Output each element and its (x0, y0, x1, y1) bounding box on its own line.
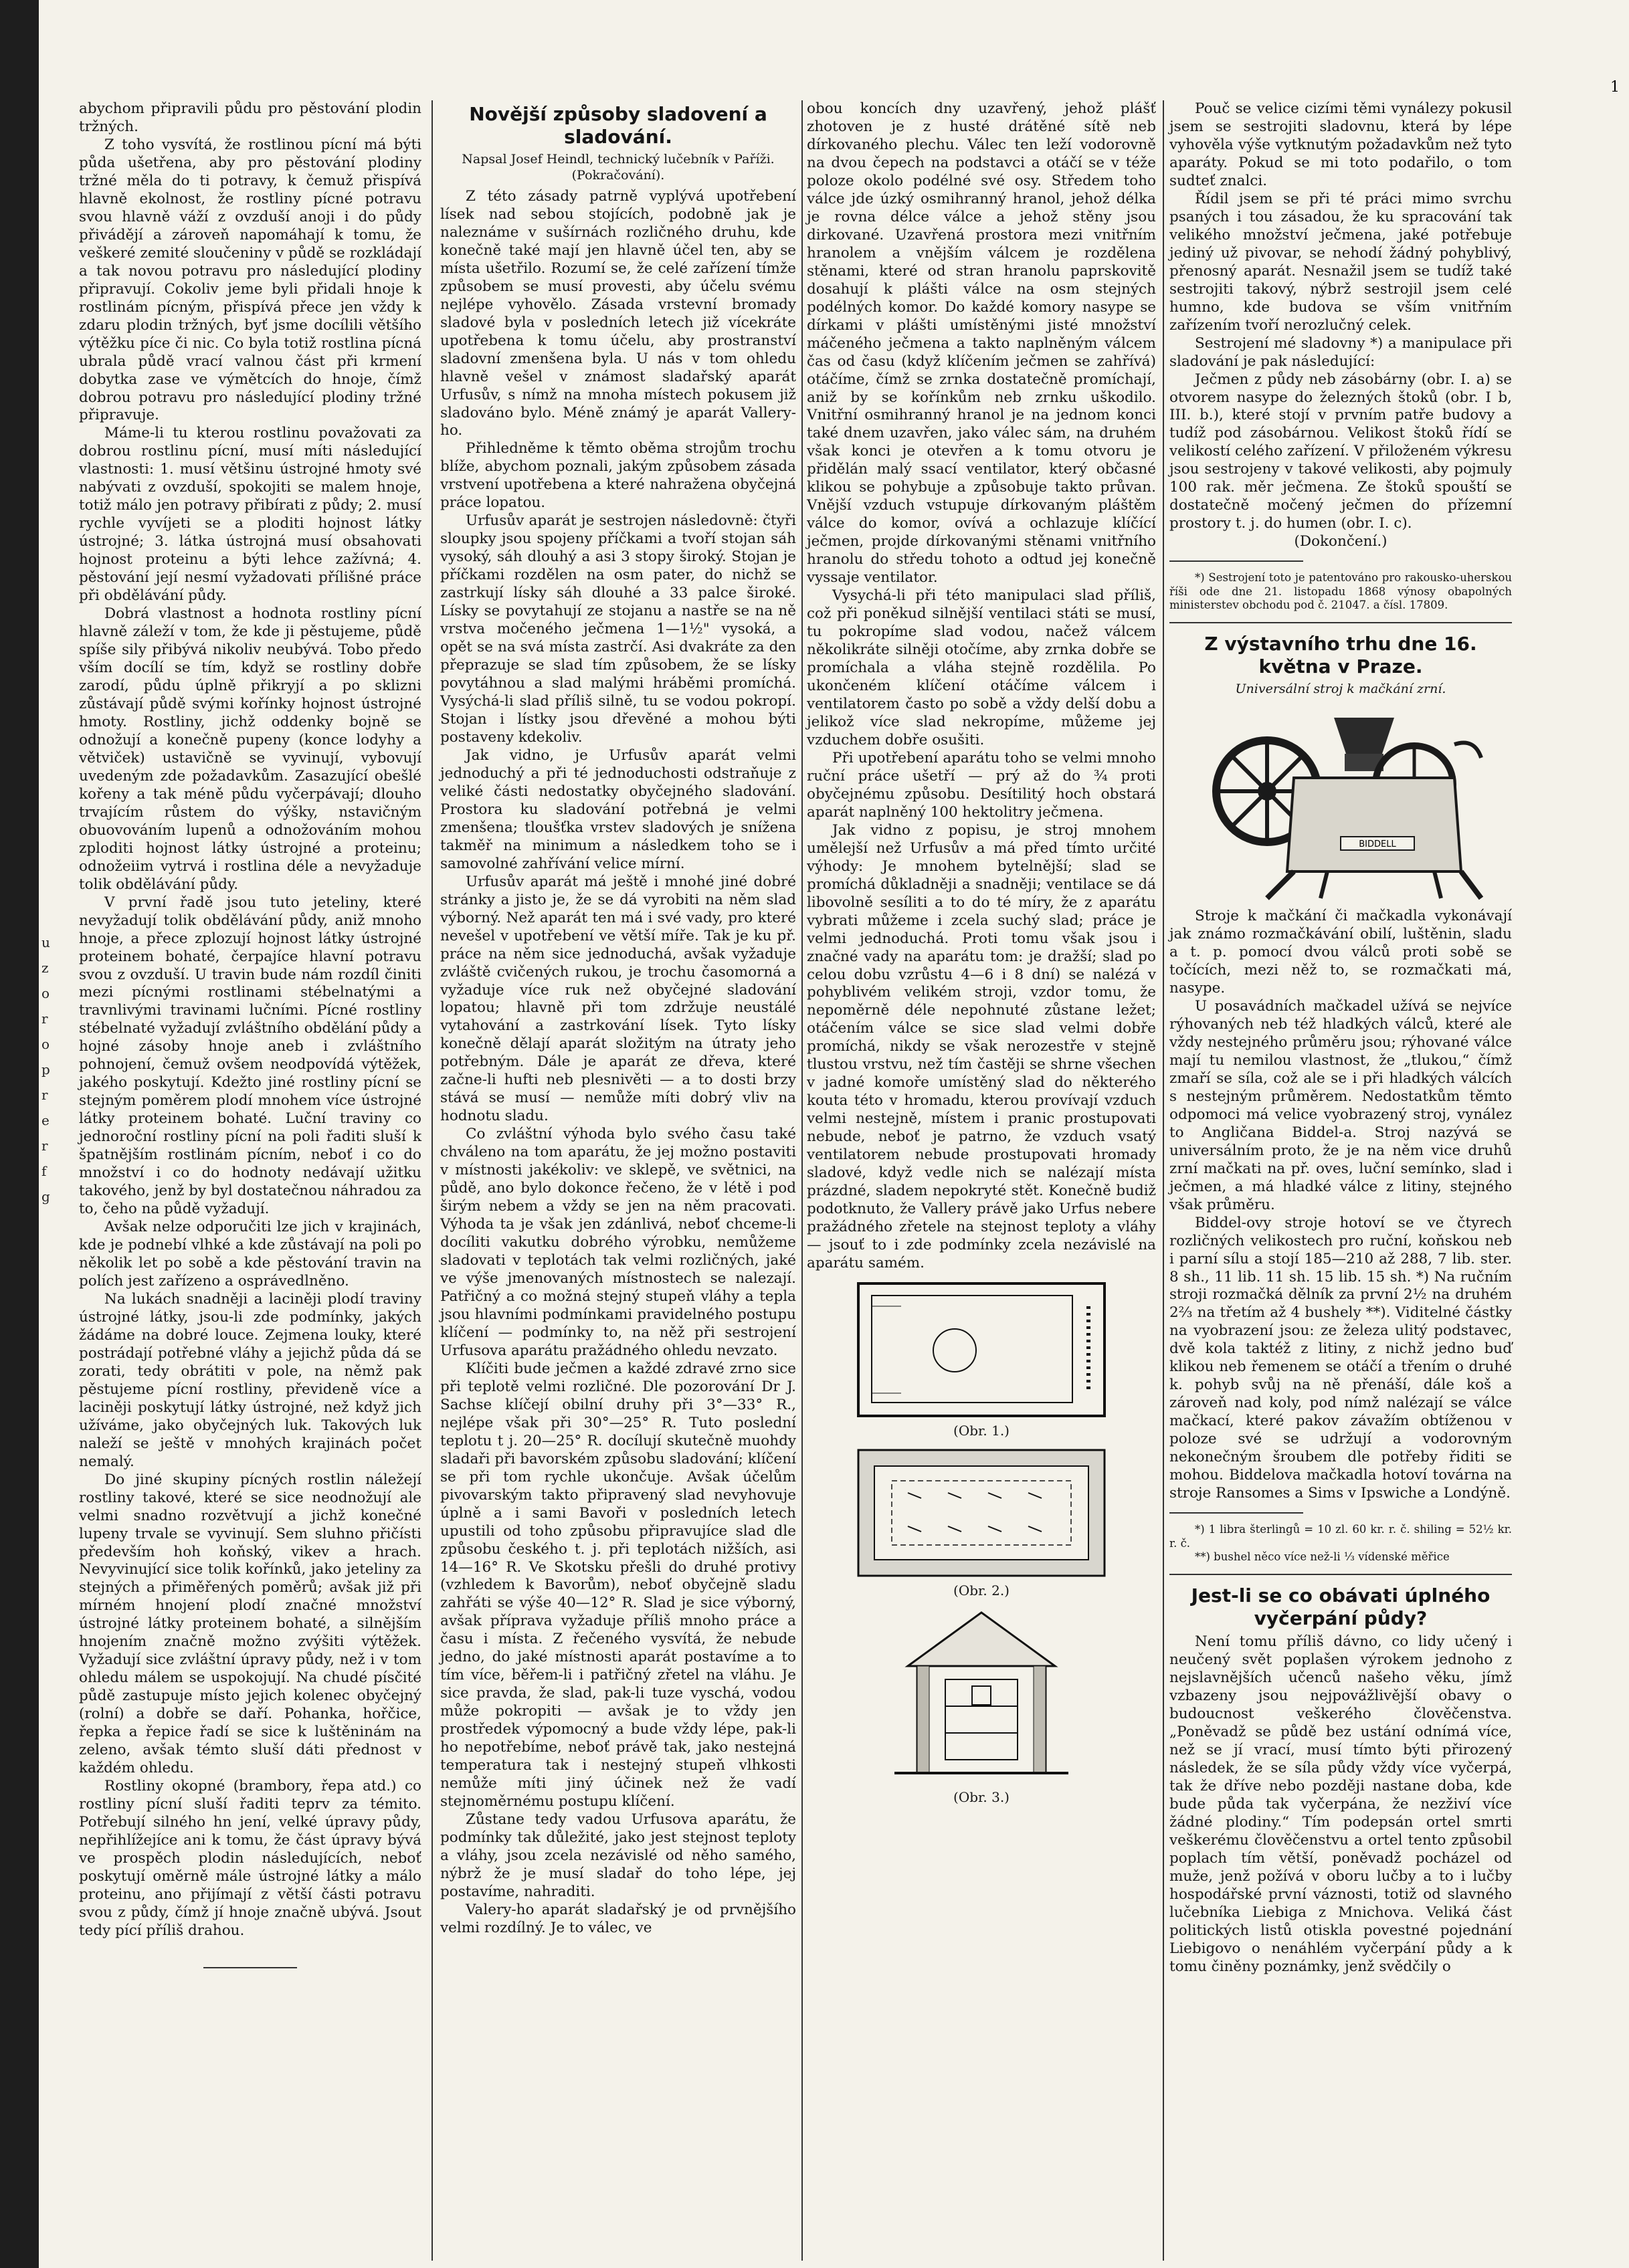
paragraph: Stroje k mačkání či mačkadla vykonávají jak známo rozmačkávání obilí, luštěnin, sladu a t. p. pomocí dvou válců proti sobě se točících, mezi něž to, se rozmačkati má, nasype. (1169, 908, 1512, 997)
paragraph: Není tomu příliš dávno, co lidy učený i neučený svět poplašen výrokem jednoho z nejslavnějších učenců našeho věku, jímž vzbazeny jsou nejpovážlivější obavy o budoucnost veškerého člověčenstva. „Poněvadž se půdě bez ustání odnímá více, než se jí vrací, musí tímto býti přirozený následek, že se síla půdy vždy více vyčerpá, tak že dříve nebo později nastane doba, kde bude půda tak vyčerpána, že nezživí více žádné plodiny.“ Tím podepsán ortel smrti veškerému člověčenstvu a ortel tento způsobil poplach tím větší, poněvadž pocházel od muže, jenž požívá v oboru lučby a to i lučby hospodářské první váznosti, totiž od slavného lučebníka Liebiga z Mnichova. Veliká část politických listů otiskla povestné pojednání Liebigovo o nenáhlém vyčerpání půdy a k tomu činěny poznámky, jenž svědčily o (1169, 1633, 1512, 1975)
column-rule-1 (432, 100, 433, 2261)
continuation-note: (Dokončení.) (1294, 533, 1387, 550)
paragraph: Při upotřebení aparátu toho se velmi mnoho ruční práce ušetří — prý až do ¾ proti obyčejnému způsobu. Desítilitý hoch obstará aparát naplněný 100 hektolitry ječmena. (807, 749, 1156, 821)
page-number: 1 (1610, 79, 1620, 96)
paragraph: Máme-li tu kterou rostlinu považovati za dobrou rostlinu pícní, musí míti následující vlastnosti: 1. musí většinu ústrojné hmoty své nabývati z ovzduší, spokojiti se malem hnoje, totiž málo jen potravy přibírati z půdy; 2. musí rychle vyvíjeti se a ploditi hojnost látky ústrojné; 3. látka ústrojná musí obsahovati hojnost proteinu a býti lehce zažívná; 4. pěstování její nesmí vyžadovati přílišné práce při obdělávání půdy. (79, 425, 421, 605)
paragraph: Do jiné skupiny pícných rostlin náležejí rostliny takové, které se sice neodnožují ale velmi snadno rozvětvují a jichž konečné lupeny trvale se vyvinují. Sem sluhno přičísti především hoh koňský, vikev a hrach. Nevyvinující sice tolik kořínků, jako jeteliny za stejných a přiměřených poměrů; avšak již při mírném hnojení plodí značné množství ústrojné látky proteinem bohaté, a silnějším hnojením značně možno zvýšiti výtěžek. Vyžadují sice zvláštní úpravy půdy, než i v tom ohledu málem se uspokojují. Na chudé písčité půdě zastupuje místo jejich kolenec obyčejný (rolní) a dobře se daří. Pohanka, hořčice, řepka a řepice řadí se sice k luštěninám na zeleno, avšak témto sluší dáti přednost v každém ohledu. (79, 1471, 421, 1777)
paragraph: Zůstane tedy vadou Urfusova aparátu, že podmínky tak důležité, jako jest stejnost teploty a vláhy, jsou zcela nezávislé od něho samého, nýbrž že je musí sladař do toho lépe, jej postavíme, nahraditi. (440, 1811, 796, 1900)
end-rule (203, 1967, 297, 1968)
figure-2-section (854, 1446, 1109, 1580)
column-3 (807, 100, 1156, 1811)
figure-2-caption: (Obr. 2.) (953, 1582, 1010, 1599)
paragraph: Klíčiti bude ječmen a každé zdravé zrno sice při teplotě velmi rozličné. Dle pozorování Dr J. Sachse klíčejí obilní druhy při 3°—33° R., nejlépe však při 30°—25° R. Tuto poslední teplotu t j. 20—25° R. docílují skutečně muohdy sladaři při bavorském způsobu sladování; klíčení se při tom rychle ukončuje. Avšak účelům pivovarským takto připravený slad nevyhovuje úplně a i sami Bavoři v posledních letech upustili od toho způsobu připravujíce slad dle způsobu českého t. j. při teplotách nižších, asi 14—16° R. Ve Skotsku přešli do druhé protivy (vzhledem k Bavorům), neboť obyčejně sladu zahřáti se výše 40—12° R. Slad je sice výborný, avšak příprava vyžaduje příliš mnoho práce a času i místa. Z řečeného vysvítá, že nebude jedno, do jaké místnosti aparát postavíme a to tím více, běřem-li i patřičný zřetel na vláhu. Je sice pravda, že slad, pak-li tuze vyschá, vodou může pokropiti — avšak je to vždy jen prostředek výpomocný a bude vždy lépe, pak-li ho nepotřebíme, neboť právě tak, jako nestejná temperatura tak i nestejný stupeň vlhkosti nemůže míti jiný účinek než že vadí stejnoměrnému postupu klíčení. (440, 1360, 796, 1811)
article-byline: Napsal Josef Heindl, technický lučebník v Paříži. (Pokračování). (462, 152, 775, 183)
paragraph: Avšak nelze odporučiti lze jich v krajinách, kde je podnebí vlhké a kde zůstávají na poli po několik let po sobě a kde pěstování travin na polích jest zařízeno a osprávedlněno. (79, 1219, 421, 1290)
paragraph: Urfusův aparát má ještě i mnohé jiné dobré stránky a jisto je, že se dá vyrobiti na něm slad výborný. Než aparát ten má i své vady, pro které nevešel v upotřebení ve větší míře. Tak je ku př. práce na něm sice jednoduchá, avšak vyžaduje zvláště cvičených rukou, je trochu časomorná a vyžaduje více ruk než obyčejné sladování lopatou; hlavně při tom zdržuje neustálé vytahování a zastrkování lísek. Tyto lísky konečně dělají aparát složitým na útraty jeho potřebným. Dále je aparát ze dřeva, které začne-li hufti neb plesnivěti — a to dosti brzy stává se musí — nemůže míti dobrý vliv na hodnotu sladu. (440, 873, 796, 1125)
column-rule-3 (1163, 100, 1164, 2261)
footnote-rule (1169, 1512, 1303, 1514)
column-4 (1169, 100, 1512, 1976)
paragraph: Jak vidno z popisu, je stroj mnohem umělejší než Urfusův a má před tímto určité výhody: Je mnohem bytelnější; slad se promíchá důkladněji a snadněji; ventilace se dá libovolně sesíliti a to do té míry, že z aparátu vybrati můžeme i zcela suchý slad; práce je velmi jednoduchá. Proti tomu však jsou i značné vady na aparátu tom: je dražší; slad po celou dobu vzrůstu 4—6 i 8 dní) se nalézá v pohyblivém velikém stroji, vzdor tomu, že nepoměrně déle nepohnuté zůstane ležet; otáčením válce se sice slad velmi dobře promíchá, nikdy se však nerozestře v stejně tlustou vrstvu, než tím častěji se shrne všechen v jadné komoře umístěný slad do některého kouta této v hromadu, kterou provívají vzduch velmi nestejně, místem i pranic prostupovati nebude, neboť je patrno, že vzduch vsatý ventilatorem nebude prostupovati hromady sladové, když vedle nich se nalézají místa prázdné, sladem nepokryté stět. Konečně budiž podotknuto, že Vallery právě jako Urfus nebere pražádného zřetele na stejnost teploty a vláhy — jsouť to i zde podmínky zcela nezávislé na aparátu samém. (807, 821, 1156, 1271)
paragraph: Přihledněme k těmto oběma strojům trochu blíže, abychom poznali, jakým způsobem zásada vrstvení upotřebena a které nahražena obyčejná práce lopatou. (440, 440, 796, 512)
grain-crusher-machine-illustration (1193, 704, 1488, 905)
figure-3-caption: (Obr. 3.) (953, 1789, 1010, 1806)
section-rule (1169, 622, 1512, 623)
figure-1-floor-plan (854, 1279, 1109, 1420)
paragraph: V první řadě jsou tuto jeteliny, které nevyžadují tolik obdělávání půdy, aniž mnoho hnoje, a přece zplozují hojnost látky ústrojné proteinem bohaté, čerpajíce hlavní potravu svou z ovzduší. U travin bude nám rozdíl činiti mezi pícnými rostlinami stébelnatými a travnlivými travinami lučními. Pícné rostliny stébelnaté vyžadují zvláštního obdělání půdy a hojné zásoby hnoje aneb i zvláštního pohnojení, čemuž ovšem neodpovídá výtěžek, jakého poskytují. Kdežto jiné rostliny pícní se stejným poměrem plodí mnohem více ústrojné látky proteinem bohaté. Luční traviny co jednoroční rostliny pícní na poli řaditi sluší k špatnějším rostlinám pícním, neboť i co do množství i co do hodnoty nedávají užitku takového, jenž by byl dostatečnou náhradou za to, čeho na půdě vyžadují. (79, 894, 421, 1218)
paragraph: Pouč se velice cizími těmi vynálezy pokusil jsem se sestrojiti sladovnu, která by lépe vyhověla výše vytknutým požadavkům než tyto aparáty. Pokud se mi toto podařilo, o tom sudteť znalci. (1169, 100, 1512, 189)
section-title: Z výstavního trhu dne 16. května v Praze. (1204, 633, 1477, 678)
paragraph: U posavádních mačkadel užívá se nejvíce rýhovaných neb též hladkých válců, které ale vždy nestejného průměru jsou; rýhované válce mají tu nemilou vlastnost, že „tlukou,“ čímž zmaří se síla, což ale se i při hladkých válcích s nestejným průměrem. Nedostatkům těmto odpomoci má velice vyobrazený stroj, vynález to Angličana Biddel-a. Stroj nazývá se universálním proto, že je na něm vice druhů zrní mačkati na př. oves, luční semínko, slad i ječmen, a má hladké válce z litiny, stejného však průměru. (1169, 997, 1512, 1213)
footnote: *) 1 libra šterlingů = 10 zl. 60 kr. r. č. shiling = 52½ kr. r. č. (1169, 1523, 1512, 1550)
paragraph: Na lukách snadněji a laciněji plodí traviny ústrojné látky, jsou-li zde podmínky, jakých žádáme na dobré louce. Zejmena louky, které postrádají potřebné vláhy a jejichž půda dá se zorati, tedy obrátiti v pole, na němž pak pěstujeme pícní rostliny, převideně více a laciněji poskytují látky ústrojné, než když jich užíváme, jako obyčejných luk. Takových luk naleží se ještě v mnohých krajinách počet nemalý. (79, 1290, 421, 1470)
footnote-rule (1169, 560, 1303, 562)
column-rule-2 (801, 100, 803, 2261)
section-title: Jest-li se co obávati úplného vyčerpání půdy? (1191, 1584, 1491, 1629)
paragraph: Biddel-ovy stroje hotoví se ve čtyrech rozličných velikostech pro ruční, koňskou neb i parní sílu a stojí 185—210 až 288, 7 lib. ster. 8 sh., 11 lib. 11 sh. 15 lib. 15 sh. *) Na ručním stroji rozmačká dělník za první 2½ na druhém 2⅔ na třetím až 4 bushely **). Viditelné částky na vyobrazení jsou: ze železa ulitý podstavec, dvě kola taktéž z litiny, z nichž jedno buď klikou neb řemenem se otáčí a třením o druhé k. pohyb svůj na ně přenáší, dále koš a zároveň nad koly, pod nímž nalézají se válce mačkací, které pakov závažím obtíženou v poloze své se udržují a vodorovným nekonečným šroubem dle potřeby řiditi se mohou. Biddelova mačkadla hotoví továrna na stroje Ransomes a Sims v Ipswiche a Londýně. (1169, 1214, 1512, 1502)
paragraph: obou koncích dny uzavřený, jehož plášť zhotoven je z husté drátěné sítě neb dírkovaného plechu. Válec ten leží vodorovně na dvou čepech na podstavci a otáčí se v téže poloze okolo podélné své osy. Středem toho válce jde úzký osmihranný hranol, jehož délka je rovna délce válce a jehož stěny jsou dirkované. Uzavřená prostora mezi vnitřním hranolem a vnějším válcem je rozdělena stěnami, které od stran hranolu paprskovitě dosahují k plášti válce na osm stejných podélných komor. Do každé komory nasype se dírkami v plášti umístěnými jisté množství máčeného ječmena a takto naplněným válcem čas od času (když klíčením ječmen se zahřívá) otáčíme, čímž se zrnka dostatečně promíchají, aniž by se kořínkům neb zrnku uškodilo. Vnitřní osmihranný hranol je na jednom konci také dnem uzavřen, jako válec sám, na druhém však konci je otevřen a k tomu otvoru je přidělán malý ssací ventilator, který občasné klikou se pohybuje a způsobuje takto průvan. Vnější vzduch vstupuje dírkovaným pláštěm válce do komor, ovívá a ochlazuje klíčící ječmen, projde dírkovanými stěnami vnitřního hranolu do středu tohoto a odtud jej konečně vyssaje ventilator. (807, 100, 1156, 587)
paragraph: Jak vidno, je Urfusův aparát velmi jednoduchý a při té jednoduchosti odstraňuje z veliké části nedostatky obyčejného sladování. Prostora ku sladování potřebná je velmi zmenšena; tloušťka vrstev sladových je snížena takměř na minimum a následkem toho se i samovolné zahřívání velice mírní. (440, 746, 796, 872)
figure-3-building-elevation (881, 1606, 1082, 1786)
paragraph: Dobrá vlastnost a hodnota rostliny pícní hlavně záleží v tom, že kde ji pěstujeme, půdě spíše sily přibývá nikoliv neubývá. Tobo předo vším docílí se tím, když se rostliny dobře zarodí, půdu úplně přikryjí a po sklizni zůstávají půdě svými kořínky hojnost ústrojné hmoty. Rostliny, jichž oddenky bojně se odnožují a konečně pupeny (konce lodyhy a větviček) ustavičně se vyvinují, vybovují uvedeným zde požadavkům. Zasazující obešlé kořeny a tak méně půdu vyčerpávají; dlouho trvajícím růstem do výšky, nstavičným obuovováním lupenů a odnožováním mohou zploditi hojnost látky ústrojné a proteinu; odnožeiim vytrvá i rostlina déle a nevyžaduje tolik obdělávání půdy. (79, 605, 421, 893)
paragraph: Vysychá-li při této manipulaci slad příliš, což při poněkud silnější ventilaci státi se musí, tu pokropíme slad vodou, načež válcem několikráte silněji otočíme, aby zrnka dobře se promíchala a vláha stejně rozdělila. Po ukončeném klíčení otáčíme válcem i ventilatorem často po sobě a vždy delší dobu a jelikož více slad nekropíme, můžeme jej vzduchem dobře osušiti. (807, 587, 1156, 748)
paragraph: Řídil jsem se při té práci mimo svrchu psaných i tou zásadou, že ku spracování tak velikého množství ječmena, jaké potřebuje jediný už pivovar, se nehodí žádný pohyblivý, přenosný aparát. Nesnažil jsem se tudíž také sestrojiti takový, nýbrž sestrojil jsem celé humno, kde budova se vším vnitřním zařízením tvoří nerozlučný celek. (1169, 190, 1512, 334)
footnote: **) bushel něco více než-li ⅓ vídenské měřice (1195, 1550, 1450, 1564)
paragraph: Z toho vysvítá, že rostlinou pícní má býti půda ušetřena, aby pro pěstování plodiny tržné měla do ti potravy, k čemuž přispívá hlavně ekolnost, že rostliny pícné potravu svou hlavně váží z ovzduší anoji i do půdy přivádějí a zároveň napomáhají k tomu, že veškeré zemité sloučeniny v půdě se rozkládají a tak novou potravu pro následující plodiny připravují. Cokoliv jeme byli přidali hnoje k rostlinám pícným, přispívá přece jen vždy k zdaru plodin tržných, byť jsme docílili většího výtěžku píce či nic. Co byla totiž rostlina pícná ubrala půdě vrací valnou část při krmení dobytka zase ve výmětcích do hnoje, čímž dobrou potravu pro následující plodiny tržné připravuje. (79, 136, 421, 424)
machine-maker-plate: BIDDELL (1359, 839, 1396, 850)
paragraph: Co zvláštní výhoda bylo svého času také chváleno na tom aparátu, že jej možno postaviti v místnosti jakékoliv: ve sklepě, ve světnici, na půdě, ano bylo dokonce řečeno, že v létě i pod širým nebem a vždy se jen na něm pracovati. Výhoda ta je však jen zdánlivá, neboť chceme-li docíliti vakutku dobrého výrobku, nemůžeme sladovati v teplotách tak velmi rozličných, jaké ve výše jmenovaných místnostech se nalezají. Patřičný a co možná stejný stupeň vláhy a tepla jsou hlavními podmínkami pravidelného postupu klíčení — podmínky to, na něž při sestrojení Urfusova aparátu pražádného ohledu nevzato. (440, 1126, 796, 1359)
paragraph: Rostliny okopné (brambory, řepa atd.) co rostliny pícní sluší řaditi teprv za témito. Potřebují silného hn jení, velké úpravy půdy, nepřihlížejíce ani k tomu, že část úpravy bývá ve prospěch plodin následujících, neboť poskytují oměrně mále ústrojné látky a málo proteinu, ano přijímají z větší části potravu svou z půdy, čímž jí hnoje značně ubývá. Jsout tedy pící příliš drahou. (79, 1778, 421, 1939)
paragraph: Valery-ho aparát sladařský je od prvnějšího velmi rozdílný. Je to válec, ve (440, 1901, 796, 1936)
adjacent-page-edge-text: u z o r o p r e r f g (41, 934, 50, 1205)
newspaper-page (39, 0, 1629, 2268)
section-rule (1169, 1574, 1512, 1575)
article-title: Novější způsoby sladovení a sladování. (469, 103, 767, 148)
figure-1-caption: (Obr. 1.) (953, 1422, 1010, 1439)
paragraph: Urfusův aparát je sestrojen následovně: čtyři sloupky jsou spojeny příčkami a tvoří stojan sáh vysoký, sáh dlouhý a asi 3 stopy široký. Stojan je příčkami rozdělen na osm pater, do nichž se zastrkují lísky sáh dlouhé a 33 palce široké. Lísky se povytahují ze stojanu a nastře se na ně vrstva močeného ječmena 1—1½" vysoká, a opět se na svá místa zastrčí. Asi dvakráte za den přeprazuje se slad tím způsobem, že se lísky povytáhnou a slad malými hráběmi promíchá. Vysýchá-li slad příliš silně, tu se vodou pokropí. Stojan i lístky jsou dřevěné a mohou býti postaveny kdekoliv. (440, 512, 796, 746)
column-1 (79, 100, 421, 1968)
column-2 (440, 100, 796, 1938)
paragraph: abychom připravili půdu pro pěstování plodin tržných. (79, 100, 421, 135)
paragraph: Ječmen z půdy neb zásobárny (obr. I. a) se otvorem nasype do železných štoků (obr. I b, III. b.), které stojí v prvním patře budovy a tudíž pod zásobárnou. Velikost štoků řídí se velikostí celého zařízení. V přiloženém výkresu jsou sestrojeny v takové velikosti, aby pojmuly 100 rak. měr ječmena. Ze štoků spouští se dostatečně močený ječmen do přízemní prostory t. j. do humen (obr. I. c). (1169, 371, 1512, 532)
paragraph: Sestrojení mé sladovny *) a manipulace při sladování je pak následující: (1169, 334, 1512, 370)
section-subtitle: Universální stroj k mačkání zrní. (1235, 682, 1446, 697)
paragraph: Z této zásady patrně vyplývá upotřebení lísek nad sebou stojících, podobně jak je naleznáme v sušírnách rozličného druhu, kde konečně také mají jen hlavně účel ten, aby se místa ušetřilo. Rozumí se, že celé zařízení tímže způsobem se musí provesti, aby účelu svému nejlépe vyhovělo. Zásada vrstevní bromady sladové byla v posledních letech již vícekráte upotřebena k tomu účelu, aby prostranství sladovní zmenšena byla. U nás v tom ohledu hlavně vešel v známost sladařský aparát Urfusův, s nímž na mnoha místech pokusem již sladováno bylo. Méně známý je aparát Vallery-ho. (440, 187, 796, 439)
footnote: *) Sestrojení toto je patentováno pro rakousko-uherskou říši ode dne 21. listopadu 1868 výnosy obapolných ministerstev obchodu pod č. 21047. a čísl. 17809. (1169, 571, 1512, 612)
